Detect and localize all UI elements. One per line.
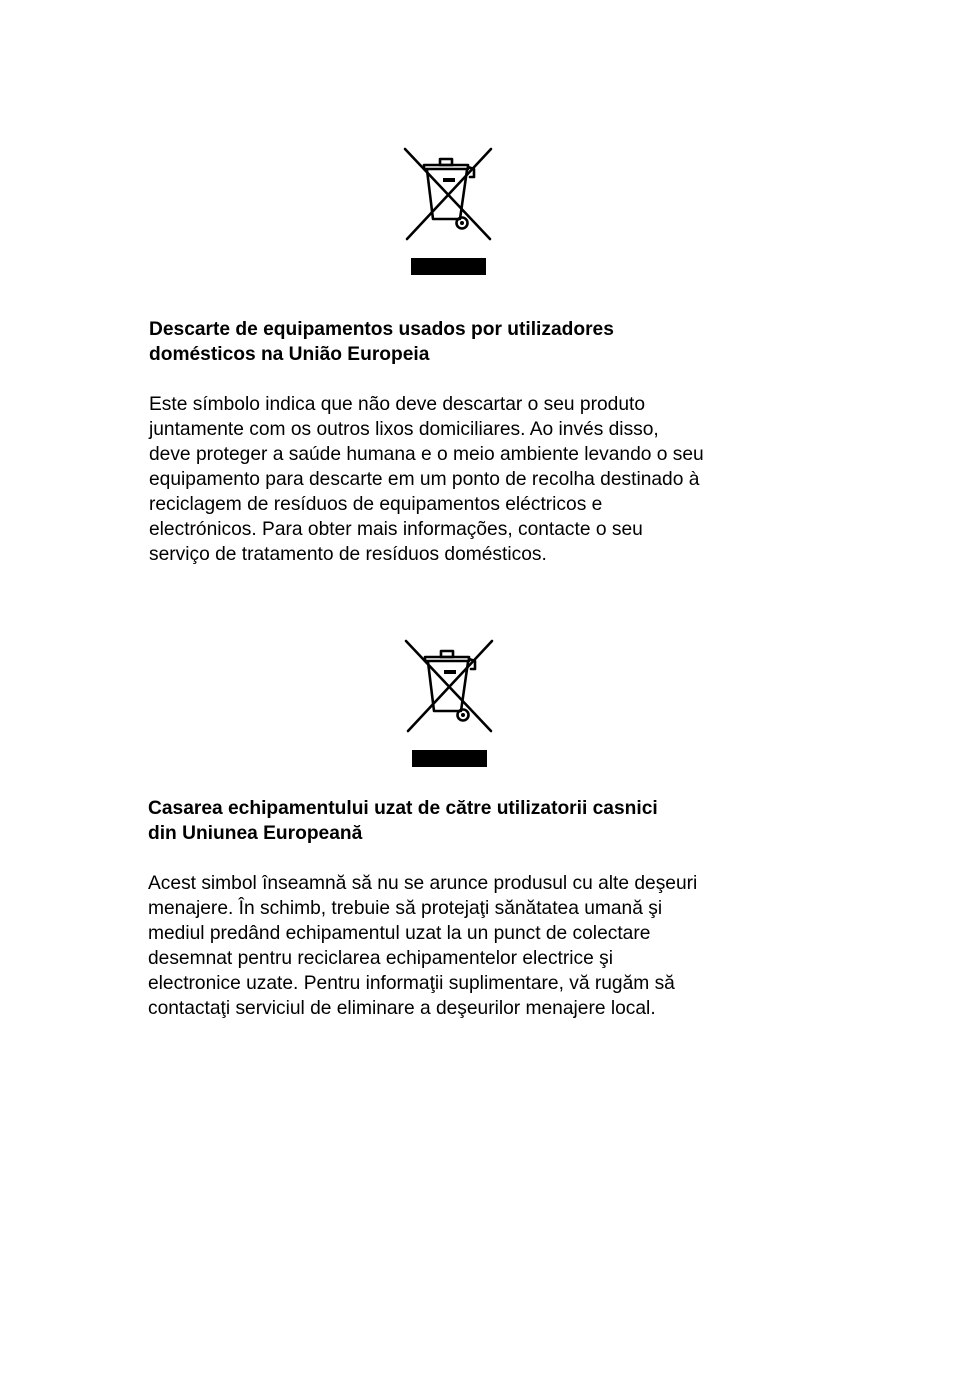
section-body: Acest simbol înseamnă să nu se arunce produsul cu alte deşeuri menajere. În schimb, trebuie să protejaţi sănătatea umană şi mediul predând echipamentul uzat la un punct de colectare desemnat pentru reciclarea echipamentelor electrice şi electronice uzate. Pentru informaţii suplimentare, vă rugăm să contactaţi serviciul de eliminare a deşeurilor menajere local. xyxy=(148,873,698,1019)
text-block-portuguese xyxy=(149,292,849,592)
crossed-out-wheelie-bin-icon xyxy=(400,145,496,245)
crossed-out-wheelie-bin-icon xyxy=(401,637,497,737)
section-heading: Descarte de equipamentos usados por utilizadores domésticos na União Europeia xyxy=(149,319,614,365)
weee-black-bar xyxy=(412,750,487,767)
section-heading: Casarea echipamentului uzat de către utilizatorii casnici din Uniunea Europeană xyxy=(148,798,658,844)
weee-black-bar xyxy=(411,258,486,275)
section-body: Este símbolo indica que não deve descartar o seu produto juntamente com os outros lixos domiciliares. Ao invés disso, deve proteger a saúde humana e o meio ambiente levando o seu equipamento para descarte em um ponto de recolha destinado à reciclagem de resíduos de equipamentos eléctricos e electrónicos. Para obter mais informações, contacte o seu serviço de tratamento de resíduos domésticos. xyxy=(149,394,704,565)
text-block-romanian xyxy=(148,771,848,1046)
